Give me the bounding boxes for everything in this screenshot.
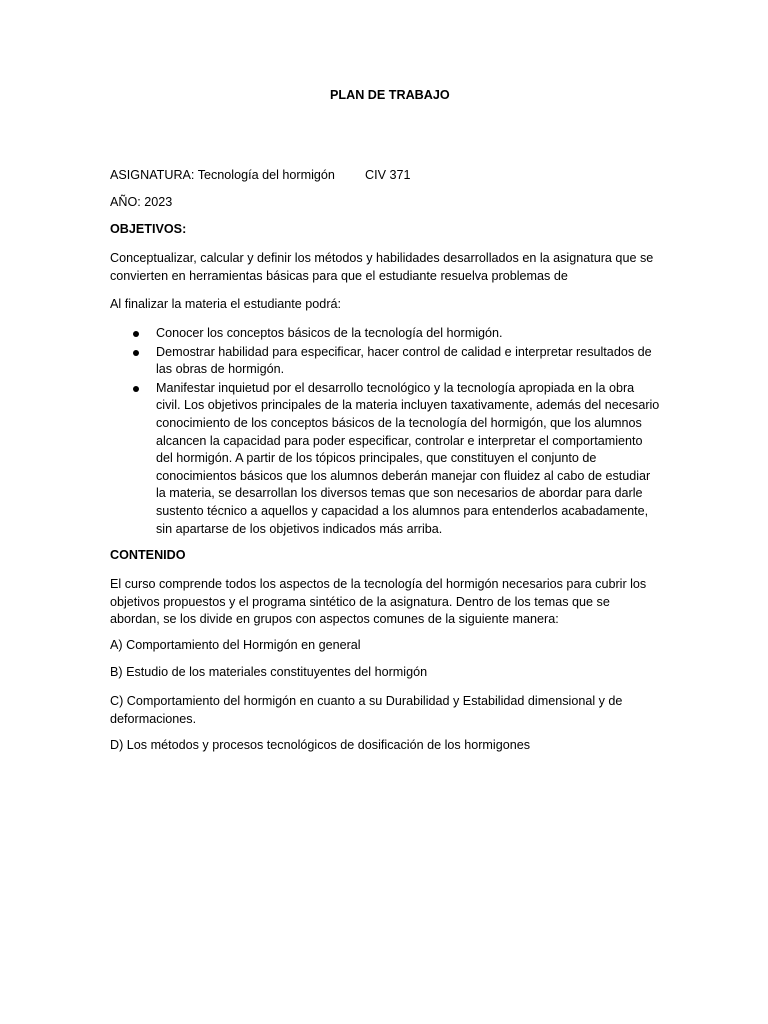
anio-line: AÑO: 2023 <box>110 195 173 209</box>
asignatura-line <box>110 168 411 182</box>
bullet-item <box>110 380 662 538</box>
bullet-item <box>110 344 662 379</box>
bullet-text: Manifestar inquietud por el desarrollo tecnológico y la tecnología apropiada en la obra civil. Los objetivos principales de la materia incluyen taxativamente, además del necesario conocimiento de los conceptos básicos de la tecnología del hormigón, que los alumnos alcancen la capacidad para poder especificar, controlar e interpretar el comportamiento del hormigón. A partir de los tópicos principales, que constituyen el conjunto de conocimientos básicos que los alumnos deberán manejar con fluidez al cabo de estudiar la materia, se desarrollan los diversos temas que son necesarios de abordar para darle sustento técnico a aquellos y capacidad a los alumnos para entenderlos acabadamente, sin apartarse de los objetivos indicados más arriba. <box>156 380 660 536</box>
contenido-item-b: B) Estudio de los materiales constituyentes del hormigón <box>110 665 428 679</box>
contenido-paragraph: El curso comprende todos los aspectos de la tecnología del hormigón necesarios para cubrir los objetivos propuestos y el programa sintético de la asignatura. Dentro de los temas que se abordan, se los divide en grupos con aspectos comunes de la siguiente manera: <box>110 577 647 627</box>
bullet-icon <box>133 331 139 337</box>
al-finalizar-line: Al finalizar la materia el estudiante podrá: <box>110 297 342 311</box>
asignatura-code: CIV 371 <box>365 168 411 182</box>
contenido-item-d: D) Los métodos y procesos tecnológicos de dosificación de los hormigones <box>110 738 531 752</box>
contenido-item-c: C) Comportamiento del hormigón en cuanto a su Durabilidad y Estabilidad dimensional y de deformaciones. <box>110 694 623 726</box>
bullet-item <box>110 325 662 343</box>
objetivos-bullet-list <box>110 325 662 539</box>
bullet-icon <box>133 350 139 356</box>
asignatura-label: ASIGNATURA: Tecnología del hormigón <box>110 168 335 182</box>
objetivos-heading: OBJETIVOS: <box>110 222 187 236</box>
bullet-text: Demostrar habilidad para especificar, hacer control de calidad e interpretar resultados de las obras de hormigón. <box>156 344 652 377</box>
bullet-text: Conocer los conceptos básicos de la tecnología del hormigón. <box>156 326 503 340</box>
contenido-item-a: A) Comportamiento del Hormigón en general <box>110 638 361 652</box>
objetivos-paragraph: Conceptualizar, calcular y definir los métodos y habilidades desarrollados en la asignatura que se convierten en herramientas básicas para que el estudiante resuelva problemas de <box>110 251 654 283</box>
document-title: PLAN DE TRABAJO <box>330 88 450 102</box>
bullet-icon <box>133 386 139 392</box>
contenido-heading: CONTENIDO <box>110 548 186 562</box>
